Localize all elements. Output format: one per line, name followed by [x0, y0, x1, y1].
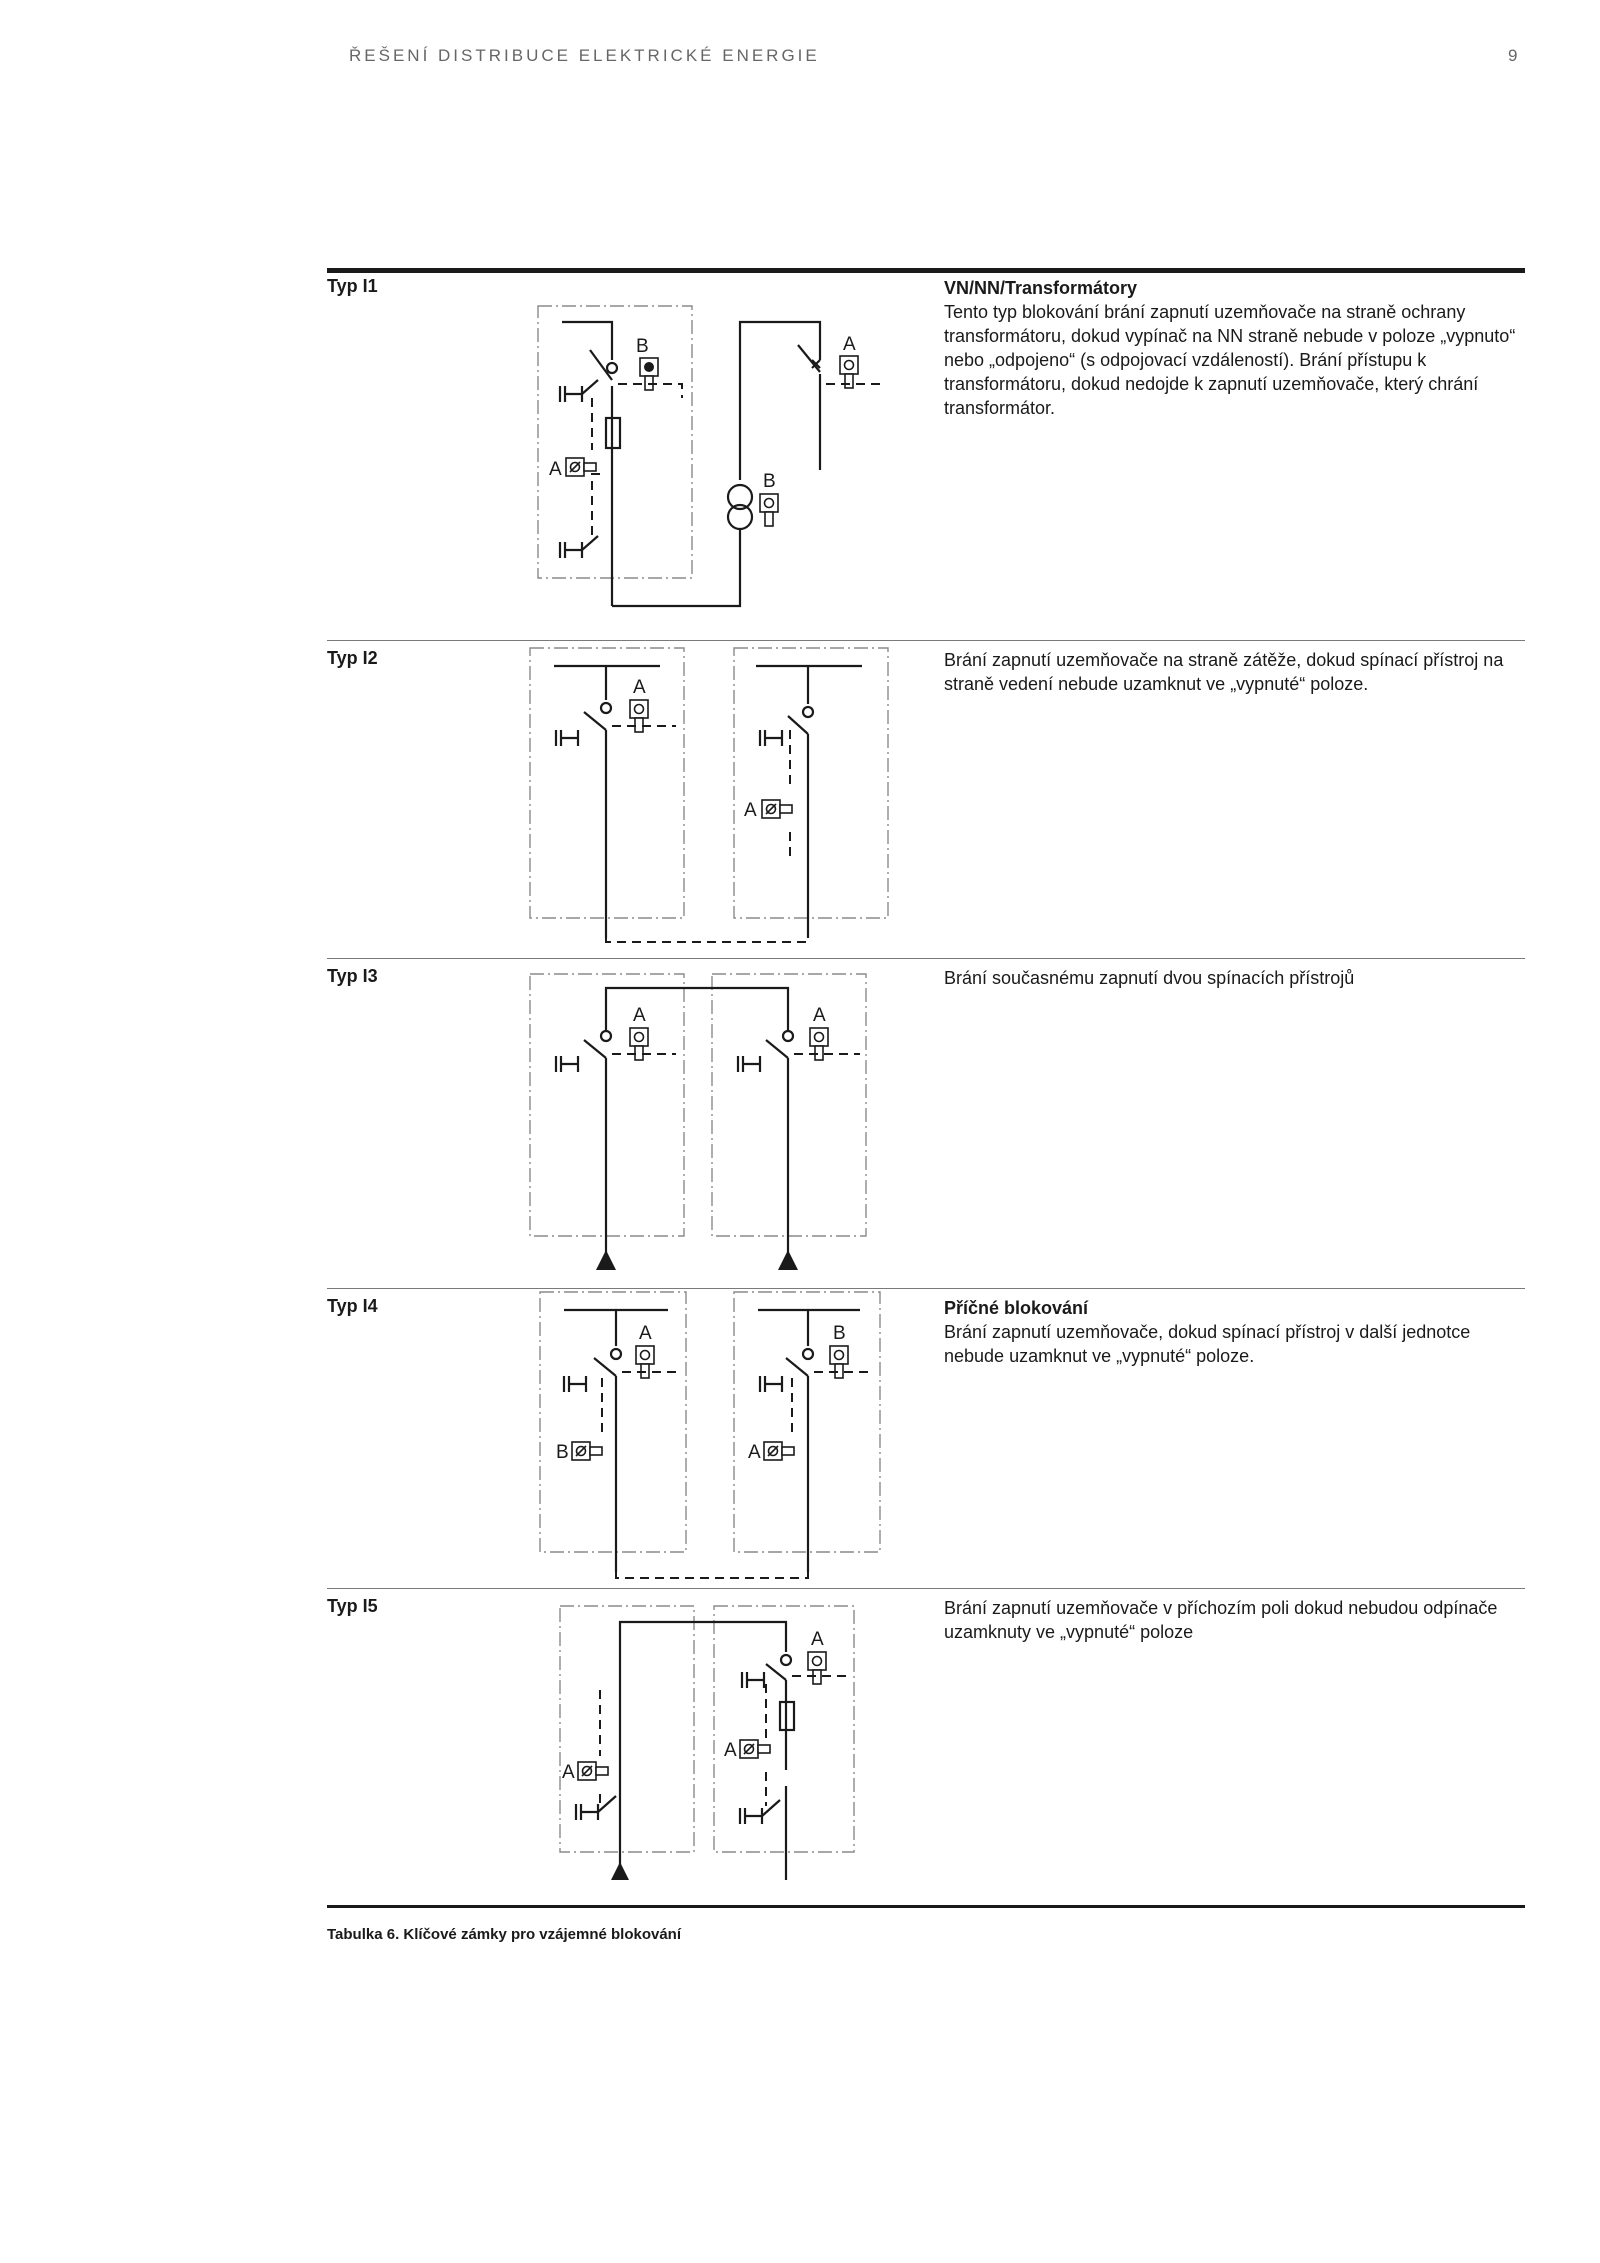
running-head: ŘEŠENÍ DISTRIBUCE ELEKTRICKÉ ENERGIE — [349, 46, 820, 65]
svg-text:A: A — [813, 1005, 826, 1026]
row-text-i1: Tento typ blokování brání zapnutí uzemňovače na straně ochrany transformátoru, dokud vypínač na NN straně nebude v poloze „vypnuto“ nebo „odpojeno“ (s odpojovací vzdáleností). Brání přístupu k transformátoru, dokud nedojde k zapnutí uzemňovače, který chrání transformátor. — [944, 302, 1516, 418]
row-label-i5: Typ I5 — [327, 1596, 378, 1616]
svg-text:A: A — [633, 1005, 646, 1026]
table-caption: Tabulka 6. Klíčové zámky pro vzájemné blokování — [327, 1926, 682, 1943]
svg-text:A: A — [744, 800, 757, 821]
diagram-typ-i1 — [538, 306, 880, 606]
diagram-typ-i2 — [530, 648, 888, 942]
svg-text:B: B — [556, 1442, 569, 1463]
svg-text:A: A — [639, 1323, 652, 1344]
svg-text:A: A — [562, 1762, 575, 1783]
svg-text:A: A — [724, 1740, 737, 1761]
row-text-i4: Brání zapnutí uzemňovače, dokud spínací přístroj v další jednotce nebude uzamknut ve „vypnuté“ poloze. — [944, 1322, 1471, 1366]
row-text-i3: Brání současnému zapnutí dvou spínacích přístrojů — [944, 968, 1355, 988]
svg-text:B: B — [636, 336, 649, 357]
svg-text:A: A — [811, 1629, 824, 1650]
svg-text:B: B — [763, 471, 776, 492]
diagram-typ-i5 — [560, 1606, 854, 1880]
page-number: 9 — [1508, 46, 1518, 65]
diagram-typ-i3 — [530, 974, 866, 1270]
row-label-i3: Typ I3 — [327, 966, 378, 986]
svg-text:A: A — [633, 677, 646, 698]
row-title-i4: Příčné blokování — [944, 1298, 1089, 1318]
row-text-i2: Brání zapnutí uzemňovače na straně zátěže, dokud spínací přístroj na straně vedení nebude uzamknut ve „vypnuté“ poloze. — [944, 650, 1504, 694]
svg-text:A: A — [549, 459, 562, 480]
row-label-i2: Typ I2 — [327, 648, 378, 668]
row-label-i1: Typ I1 — [327, 276, 378, 296]
row-text-i5: Brání zapnutí uzemňovače v příchozím poli dokud nebudou odpínače uzamknuty ve „vypnuté“ poloze — [944, 1598, 1498, 1642]
diagram-typ-i4 — [540, 1292, 880, 1578]
svg-text:A: A — [748, 1442, 761, 1463]
svg-text:B: B — [833, 1323, 846, 1344]
svg-text:A: A — [843, 334, 856, 355]
row-title-i1: VN/NN/Transformátory — [944, 278, 1138, 298]
row-label-i4: Typ I4 — [327, 1296, 378, 1316]
